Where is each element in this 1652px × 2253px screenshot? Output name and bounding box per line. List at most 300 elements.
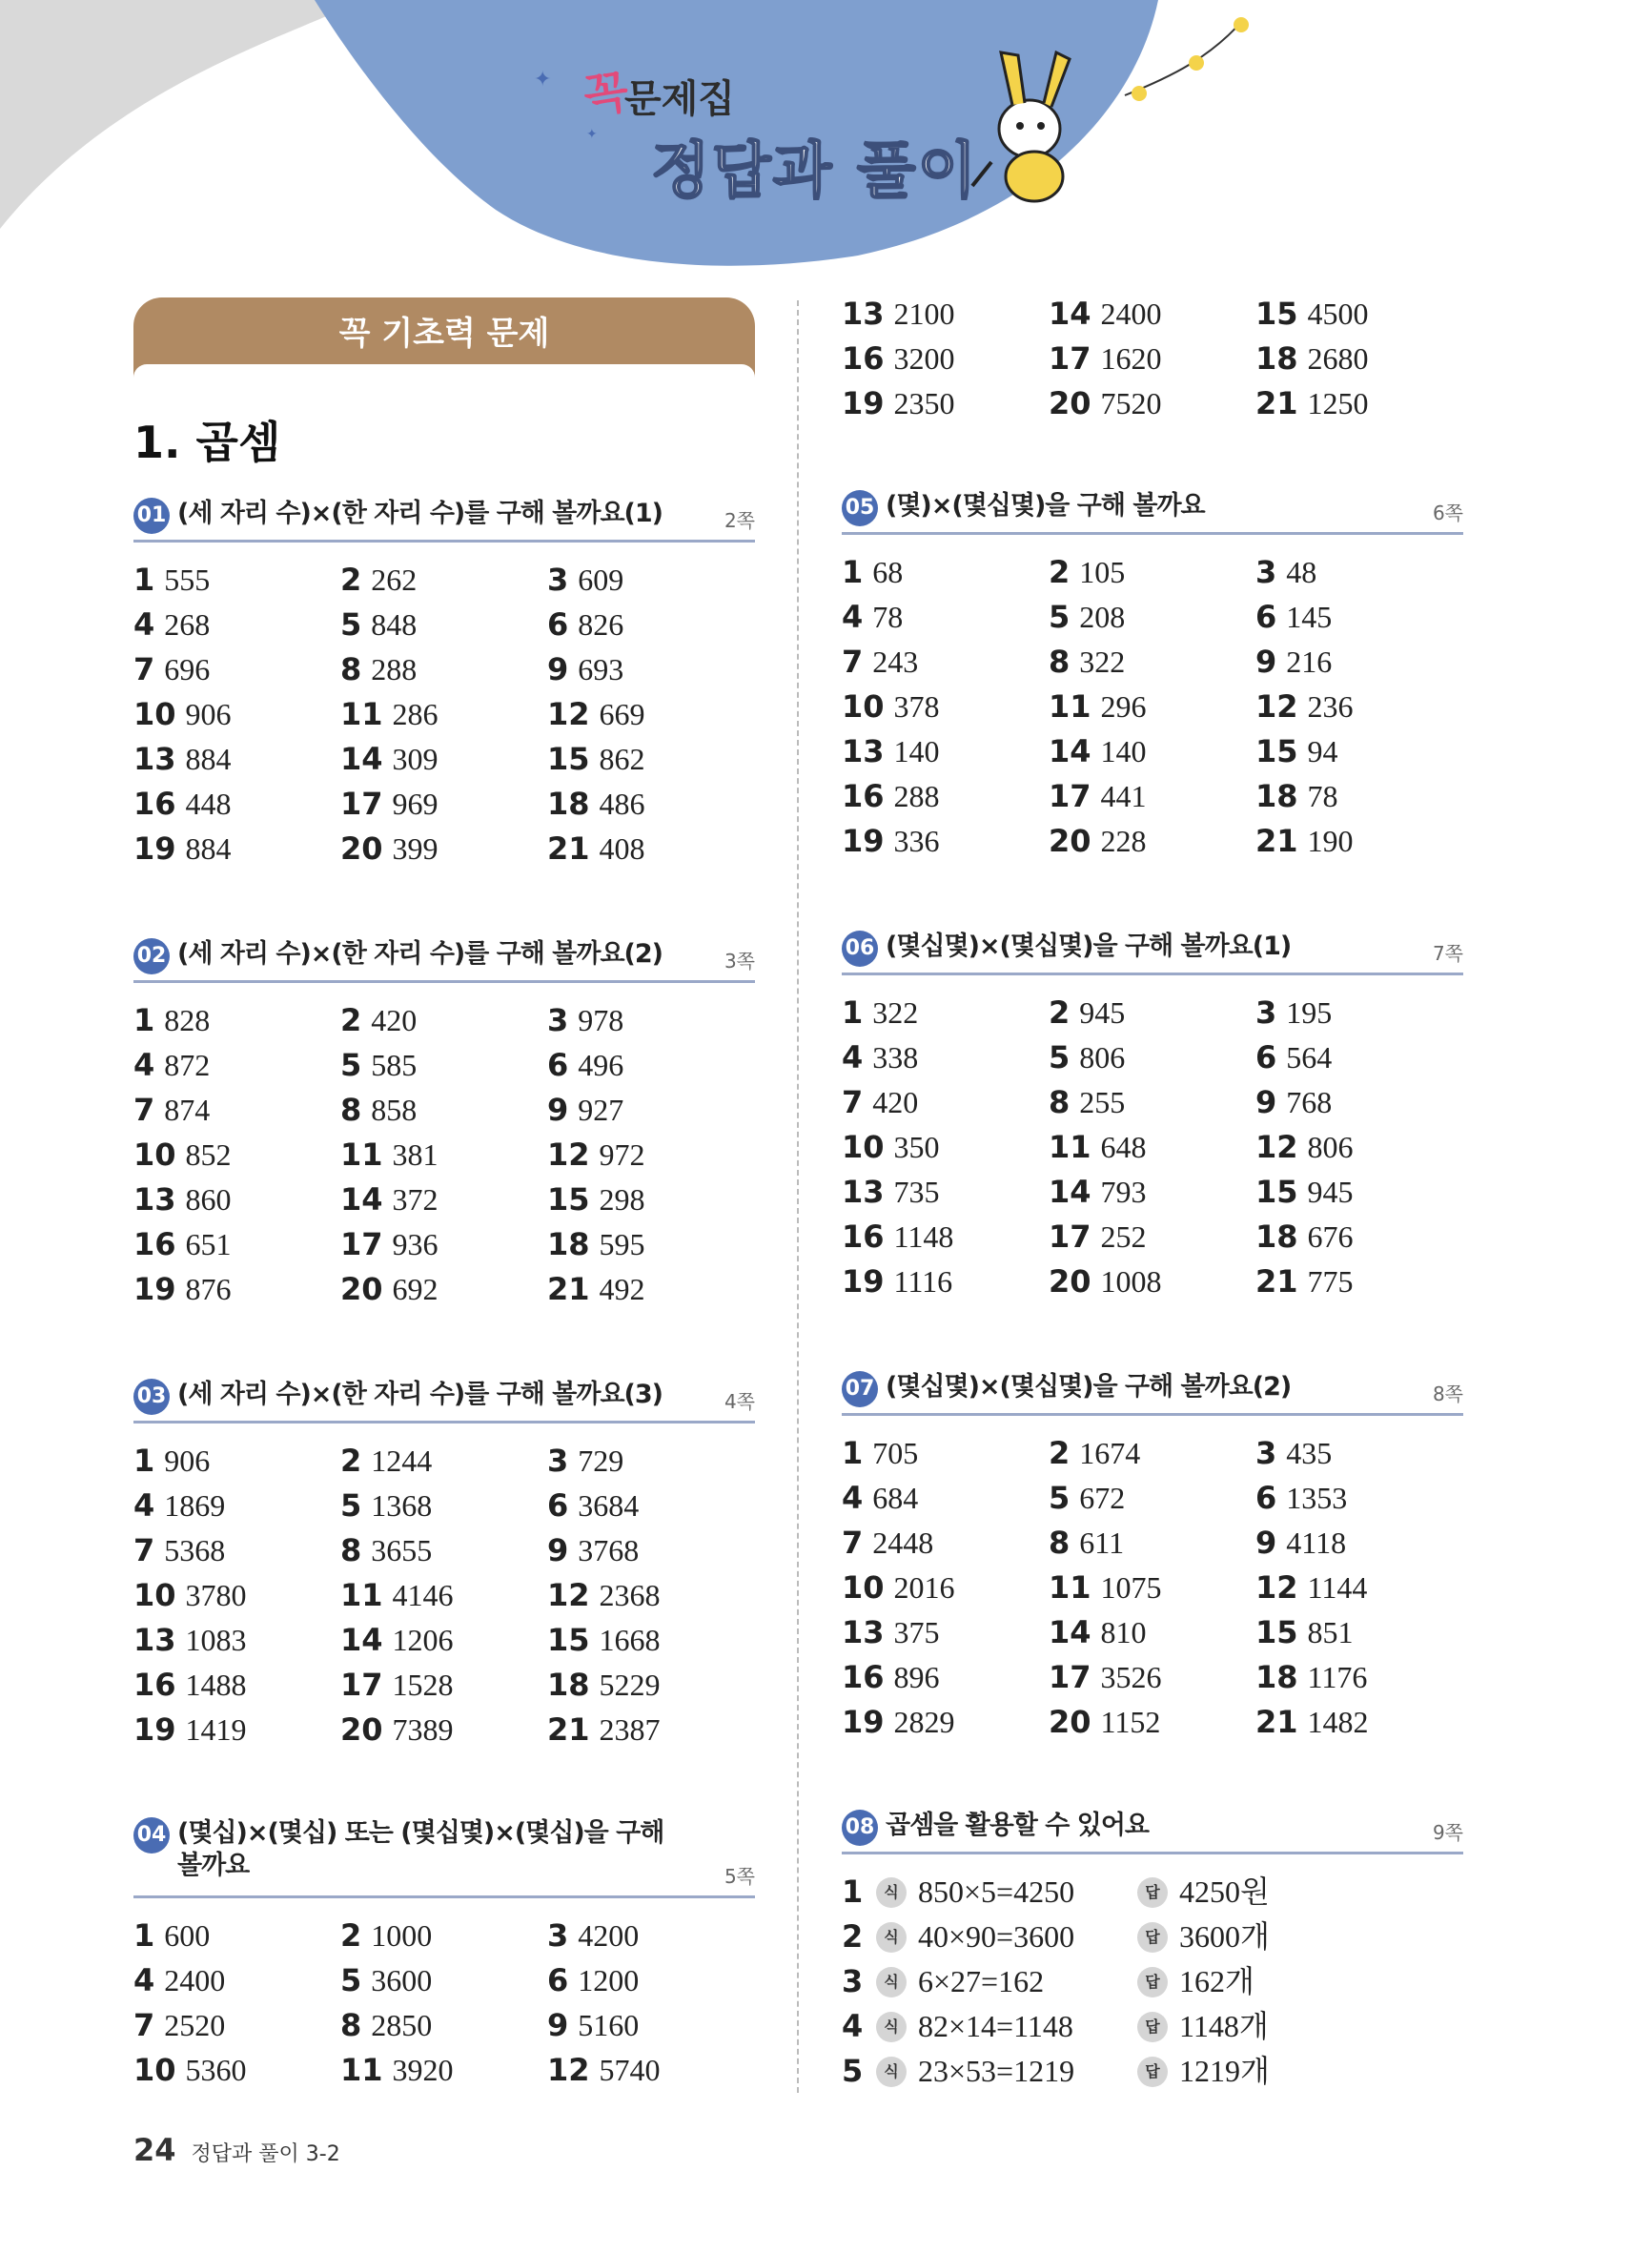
equation: 6×27=162 (918, 1964, 1045, 1998)
word-problem-list (842, 1870, 1463, 2094)
sik-badge: 식 (876, 1967, 907, 1997)
answer-value: 852 (185, 1137, 232, 1172)
answer-grid (133, 998, 755, 1312)
answer-value: 255 (1079, 1085, 1126, 1119)
answer-number: 7 (133, 1092, 155, 1128)
answer-value: 927 (578, 1093, 624, 1127)
answer-value: 78 (1307, 779, 1338, 813)
answer-item (1049, 1476, 1255, 1521)
answer-value: 775 (1307, 1264, 1354, 1299)
answer-item (842, 685, 1049, 729)
answer-item (842, 550, 1049, 595)
answer-value: 2368 (599, 1578, 661, 1612)
answer-item (1049, 595, 1255, 640)
answer-number: 1 (133, 1002, 155, 1038)
answer-value: 190 (1307, 824, 1354, 858)
answer-value: 978 (578, 1003, 624, 1037)
answer-item (1255, 685, 1462, 729)
answer-value: 381 (392, 1137, 438, 1172)
answer-item (1049, 1700, 1255, 1745)
answer-value: 105 (1079, 555, 1126, 589)
answer-value: 3655 (371, 1533, 433, 1567)
answer-number: 17 (1049, 778, 1091, 814)
word-problem-row (842, 1959, 1463, 2004)
answer-value: 243 (872, 645, 919, 679)
section-header (842, 1804, 1463, 1854)
answer-value: 4500 (1307, 297, 1369, 331)
answer-value: 268 (164, 607, 211, 642)
section-header (842, 925, 1463, 975)
answer-value: 729 (578, 1444, 624, 1478)
answer-item (842, 1476, 1049, 1521)
answer-number: 5 (340, 1047, 362, 1083)
answer-item (133, 2048, 340, 2093)
answer-number: 21 (1255, 823, 1298, 859)
answer-number: 20 (1049, 385, 1091, 421)
answer-item (547, 1914, 754, 1958)
answer-item (1049, 337, 1255, 381)
answer-item (340, 737, 547, 782)
answer-item (133, 1914, 340, 1958)
answer-value: 94 (1307, 734, 1338, 768)
answer-number: 3 (1255, 994, 1277, 1031)
answer-item (340, 692, 547, 737)
answer-value: 2400 (1100, 297, 1162, 331)
answer-number: 16 (133, 1667, 176, 1703)
answer-item (547, 998, 754, 1043)
answer-item (547, 1528, 754, 1573)
answer-value: 2016 (893, 1570, 955, 1605)
answer-item (547, 1088, 754, 1133)
section-page-ref: 5쪽 (724, 1865, 755, 1888)
dap-badge: 답 (1137, 2057, 1168, 2087)
answer-number: 13 (842, 1174, 885, 1210)
answer-number: 18 (1255, 1659, 1298, 1695)
answer-number: 18 (1255, 778, 1298, 814)
answer-value: 2100 (893, 297, 955, 331)
answer-value: 611 (1079, 1526, 1125, 1560)
answer-item (1049, 1431, 1255, 1476)
answer-value: 651 (185, 1227, 232, 1261)
answer-number: 11 (340, 696, 383, 732)
answer-number: 15 (547, 741, 590, 777)
answer-value: 5740 (599, 2053, 661, 2087)
answer-number: 13 (842, 296, 885, 332)
answer-value: 684 (872, 1481, 919, 1515)
answer-number: 5 (1049, 1480, 1071, 1516)
answer-value: 884 (185, 831, 232, 866)
answer-value: 350 (893, 1130, 940, 1164)
answer-section (133, 492, 755, 871)
answer-number: 12 (547, 2052, 590, 2088)
answer-number: 7 (133, 1532, 155, 1568)
answer-value: 1219개 (1179, 2054, 1270, 2088)
answer-item (340, 782, 547, 827)
answer-item (547, 692, 754, 737)
answer-value: 336 (893, 824, 940, 858)
answer-number: 11 (1049, 1569, 1091, 1606)
answer-number: 20 (1049, 1263, 1091, 1300)
answer-value: 1869 (164, 1488, 226, 1523)
answer-item (340, 1088, 547, 1133)
answer-value: 5229 (599, 1668, 661, 1702)
answer-value: 872 (164, 1048, 211, 1082)
section-title: (세 자리 수)×(한 자리 수)를 구해 볼까요(1) (177, 499, 663, 528)
section-title: (세 자리 수)×(한 자리 수)를 구해 볼까요(2) (177, 939, 663, 969)
answer-item (133, 1133, 340, 1178)
section-number-badge: 05 (842, 490, 878, 526)
answer-value: 1075 (1100, 1570, 1162, 1605)
answer-value: 5360 (185, 2053, 247, 2087)
answer-number: 11 (340, 1137, 383, 1173)
answer-item (547, 1133, 754, 1178)
answer-item (1255, 1655, 1462, 1700)
answer-number: 5 (340, 606, 362, 643)
answer-value: 860 (185, 1182, 232, 1217)
answer-item (133, 1708, 340, 1752)
answer-item (133, 1178, 340, 1222)
answer-value: 696 (164, 652, 211, 686)
answer-number: 13 (842, 733, 885, 769)
section-title: (몇십몇)×(몇십몇)을 구해 볼까요(1) (886, 932, 1292, 961)
answer-value: 4146 (392, 1578, 454, 1612)
answer-item (1049, 1215, 1255, 1260)
answer-number: 4 (842, 2008, 864, 2044)
answer-value: 3768 (578, 1533, 640, 1567)
answer-value: 600 (164, 1918, 211, 1953)
answer-number: 20 (340, 830, 383, 867)
answer-number: 8 (1049, 1084, 1071, 1120)
answer-item (1255, 1700, 1462, 1745)
answer-grid (133, 558, 755, 871)
answer-value: 236 (1307, 689, 1354, 724)
answer-value: 669 (599, 697, 645, 731)
answer-value: 672 (1079, 1481, 1126, 1515)
answer-value: 288 (371, 652, 418, 686)
answer-number: 3 (1255, 1435, 1277, 1471)
answer-number: 7 (133, 651, 155, 687)
answer-number: 15 (547, 1181, 590, 1218)
category-tab: 꼭 기초력 문제 (133, 297, 755, 378)
answer-item (1049, 1125, 1255, 1170)
answer-item (1255, 819, 1462, 864)
answer-value: 2350 (893, 386, 955, 420)
answer-value: 1488 (185, 1668, 247, 1702)
answer-item (340, 603, 547, 647)
answer-item (133, 647, 340, 692)
answer-number: 1 (133, 1917, 155, 1954)
answer-number: 3 (842, 1963, 864, 1999)
answer-item (842, 1655, 1049, 1700)
answer-number: 1 (133, 562, 155, 598)
answer-value: 806 (1079, 1040, 1126, 1075)
page-header (0, 0, 1652, 286)
section-number-badge: 01 (133, 498, 170, 534)
answer-item (1049, 1035, 1255, 1080)
answer-value: 826 (578, 607, 624, 642)
answer-value: 140 (893, 734, 940, 768)
answer-number: 21 (1255, 1263, 1298, 1300)
svg-text:✦: ✦ (586, 127, 598, 142)
answer-value: 68 (872, 555, 904, 589)
answer-number: 5 (1049, 599, 1071, 635)
answer-number: 1 (842, 554, 864, 590)
answer-number: 9 (1255, 644, 1277, 680)
answer-value: 2680 (1307, 341, 1369, 376)
answer-value: 208 (1079, 600, 1126, 634)
answer-item (1049, 774, 1255, 819)
answer-item (1049, 1080, 1255, 1125)
answer-item (340, 558, 547, 603)
answer-value: 806 (1307, 1130, 1354, 1164)
section-header (133, 1812, 755, 1898)
answer-item (133, 1573, 340, 1618)
answer-number: 20 (1049, 1704, 1091, 1740)
answer-item (133, 1528, 340, 1573)
answer-item (1255, 640, 1462, 685)
answer-item (842, 1566, 1049, 1610)
answer-section (842, 1365, 1463, 1745)
answer-number: 1 (842, 994, 864, 1031)
answer-value: 448 (185, 787, 232, 821)
answer-item (842, 774, 1049, 819)
section-page-ref: 4쪽 (724, 1390, 755, 1413)
answer-number: 2 (340, 1443, 362, 1479)
answer-item (547, 1573, 754, 1618)
answer-item (1049, 685, 1255, 729)
answer-item (842, 1215, 1049, 1260)
answer-item (1049, 1655, 1255, 1700)
answer-item (340, 1267, 547, 1312)
answer-value: 851 (1307, 1615, 1354, 1649)
answer-value: 309 (392, 742, 438, 776)
answer-number: 6 (547, 606, 569, 643)
answer-number: 16 (133, 786, 176, 822)
answer-value: 768 (1286, 1085, 1333, 1119)
answer-value: 693 (578, 652, 624, 686)
equation: 850×5=4250 (918, 1874, 1075, 1909)
answer-item (133, 1618, 340, 1663)
answer-number: 14 (340, 1622, 383, 1658)
answer-item (340, 1914, 547, 1958)
answer-item (133, 1439, 340, 1484)
answer-number: 7 (842, 1525, 864, 1561)
answer-value: 496 (578, 1048, 624, 1082)
answer-number: 20 (1049, 823, 1091, 859)
answer-value: 5368 (164, 1533, 226, 1567)
answer-value: 1419 (185, 1712, 247, 1747)
answer-item (842, 381, 1049, 426)
answer-item (547, 1178, 754, 1222)
answer-item (1255, 1566, 1462, 1610)
section-page-ref: 6쪽 (1432, 502, 1463, 524)
answer-value: 648 (1100, 1130, 1147, 1164)
answer-item (1049, 819, 1255, 864)
answer-number: 20 (340, 1711, 383, 1748)
answer-number: 2 (1049, 1435, 1071, 1471)
equation: 40×90=3600 (918, 1919, 1075, 1954)
answer-number: 15 (547, 1622, 590, 1658)
answer-number: 14 (340, 1181, 383, 1218)
answer-number: 6 (547, 1962, 569, 1998)
section-page-ref: 2쪽 (724, 509, 755, 532)
section-number-badge: 02 (133, 938, 170, 974)
word-problem-row (842, 1915, 1463, 1959)
answer-grid (842, 292, 1463, 426)
answer-value: 585 (371, 1048, 418, 1082)
answer-value: 1244 (371, 1444, 433, 1478)
answer-value: 595 (599, 1227, 645, 1261)
answer-value: 2400 (164, 1963, 226, 1997)
answer-value: 48 (1286, 555, 1317, 589)
answer-value: 1148개 (1179, 2009, 1269, 2043)
answer-item (842, 991, 1049, 1035)
answer-value: 288 (893, 779, 940, 813)
answer-number: 8 (1049, 1525, 1071, 1561)
answer-value: 3780 (185, 1578, 247, 1612)
word-problem-row (842, 1870, 1463, 1915)
answer-value: 4200 (578, 1918, 640, 1953)
answer-value: 1000 (371, 1918, 433, 1953)
answer-value: 3684 (578, 1488, 640, 1523)
answer-value: 692 (392, 1272, 438, 1306)
answer-value: 1482 (1307, 1705, 1369, 1739)
answer-value: 3200 (893, 341, 955, 376)
section-title: (몇십)×(몇십) 또는 (몇십몇)×(몇십)을 구해 볼까요 (177, 1818, 664, 1880)
brand-kkok-logo: 꼭 (580, 65, 632, 124)
light-bulb-icon (1189, 55, 1204, 71)
answer-value: 555 (164, 563, 211, 597)
answer-number: 14 (1049, 1614, 1091, 1650)
answer-item (842, 292, 1049, 337)
answer-item (1255, 991, 1462, 1035)
answer-item (842, 819, 1049, 864)
answer-number: 20 (340, 1271, 383, 1307)
answer-value: 408 (599, 831, 645, 866)
answer-number: 21 (547, 1271, 590, 1307)
answer-item (133, 558, 340, 603)
answer-value: 262 (371, 563, 418, 597)
answer-number: 9 (547, 1532, 569, 1568)
answer-number: 17 (340, 786, 383, 822)
answer-value: 5160 (578, 2008, 640, 2042)
answer-number: 19 (842, 1704, 885, 1740)
answer-value: 162개 (1179, 1964, 1254, 1998)
answer-number: 16 (842, 340, 885, 377)
answer-item (1255, 550, 1462, 595)
answer-value: 1008 (1100, 1264, 1162, 1299)
answer-item (1049, 729, 1255, 774)
answer-number: 11 (340, 2052, 383, 2088)
answer-item (842, 1035, 1049, 1080)
answer-value: 4250원 (1179, 1874, 1270, 1909)
section-page-ref: 9쪽 (1432, 1821, 1463, 1844)
answer-value: 435 (1286, 1436, 1333, 1470)
answer-number: 2 (842, 1918, 864, 1955)
answer-number: 13 (133, 1622, 176, 1658)
answer-number: 17 (1049, 340, 1091, 377)
answer-value: 848 (371, 607, 418, 642)
answer-number: 13 (842, 1614, 885, 1650)
answer-number: 15 (1255, 1614, 1298, 1650)
light-bulb-icon (1234, 17, 1249, 32)
answer-number: 9 (547, 2007, 569, 2043)
answer-number: 4 (133, 1962, 155, 1998)
answer-item (340, 1528, 547, 1573)
answer-item (1049, 550, 1255, 595)
answer-item (842, 640, 1049, 685)
answer-item (340, 2048, 547, 2093)
answer-item (340, 1484, 547, 1528)
answer-item (133, 1222, 340, 1267)
answer-item (842, 595, 1049, 640)
answer-item (1049, 991, 1255, 1035)
answer-number: 8 (340, 1092, 362, 1128)
answer-value: 1368 (371, 1488, 433, 1523)
answer-number: 15 (1255, 296, 1298, 332)
answer-item (842, 1080, 1049, 1125)
answer-value: 3600개 (1179, 1919, 1270, 1954)
answer-number: 12 (1255, 1569, 1298, 1606)
answer-value: 906 (164, 1444, 211, 1478)
answer-number: 3 (547, 1002, 569, 1038)
answer-item (547, 1958, 754, 2003)
answer-item (133, 782, 340, 827)
answer-number: 1 (842, 1874, 864, 1910)
answer-grid (842, 1431, 1463, 1745)
sik-badge: 식 (876, 2012, 907, 2042)
section-page-ref: 3쪽 (724, 950, 755, 973)
answer-item (1049, 292, 1255, 337)
answer-item (1255, 1215, 1462, 1260)
answer-number: 11 (1049, 688, 1091, 725)
answer-item (547, 2003, 754, 2048)
answer-value: 828 (164, 1003, 211, 1037)
answer-number: 14 (1049, 296, 1091, 332)
answer-item (1049, 1170, 1255, 1215)
answer-number: 17 (1049, 1219, 1091, 1255)
answer-value: 874 (164, 1093, 211, 1127)
answer-number: 8 (340, 651, 362, 687)
footer-text: 정답과 풀이 3-2 (191, 2142, 340, 2166)
answer-item (340, 998, 547, 1043)
answer-number: 8 (340, 2007, 362, 2043)
equation: 82×14=1148 (918, 2009, 1073, 2043)
answer-item (133, 737, 340, 782)
answer-section (842, 1804, 1463, 2094)
answer-value: 4118 (1286, 1526, 1347, 1560)
answer-number: 11 (340, 1577, 383, 1613)
answer-item (842, 1170, 1049, 1215)
answer-grid (842, 550, 1463, 864)
answer-value: 441 (1100, 779, 1147, 813)
answer-item (340, 2003, 547, 2048)
answer-number: 2 (340, 1002, 362, 1038)
section-title: 곱셈을 활용할 수 있어요 (886, 1811, 1150, 1840)
column-divider (797, 300, 799, 2093)
dap-badge: 답 (1137, 1967, 1168, 1997)
answer-item (340, 1043, 547, 1088)
answer-number: 9 (1255, 1525, 1277, 1561)
sik-badge: 식 (876, 1922, 907, 1953)
answer-number: 5 (340, 1487, 362, 1524)
answer-value: 793 (1100, 1175, 1147, 1209)
answer-value: 298 (599, 1182, 645, 1217)
section-number-badge: 06 (842, 931, 878, 967)
answer-item (547, 2048, 754, 2093)
answer-item (133, 1088, 340, 1133)
answer-value: 969 (392, 787, 438, 821)
